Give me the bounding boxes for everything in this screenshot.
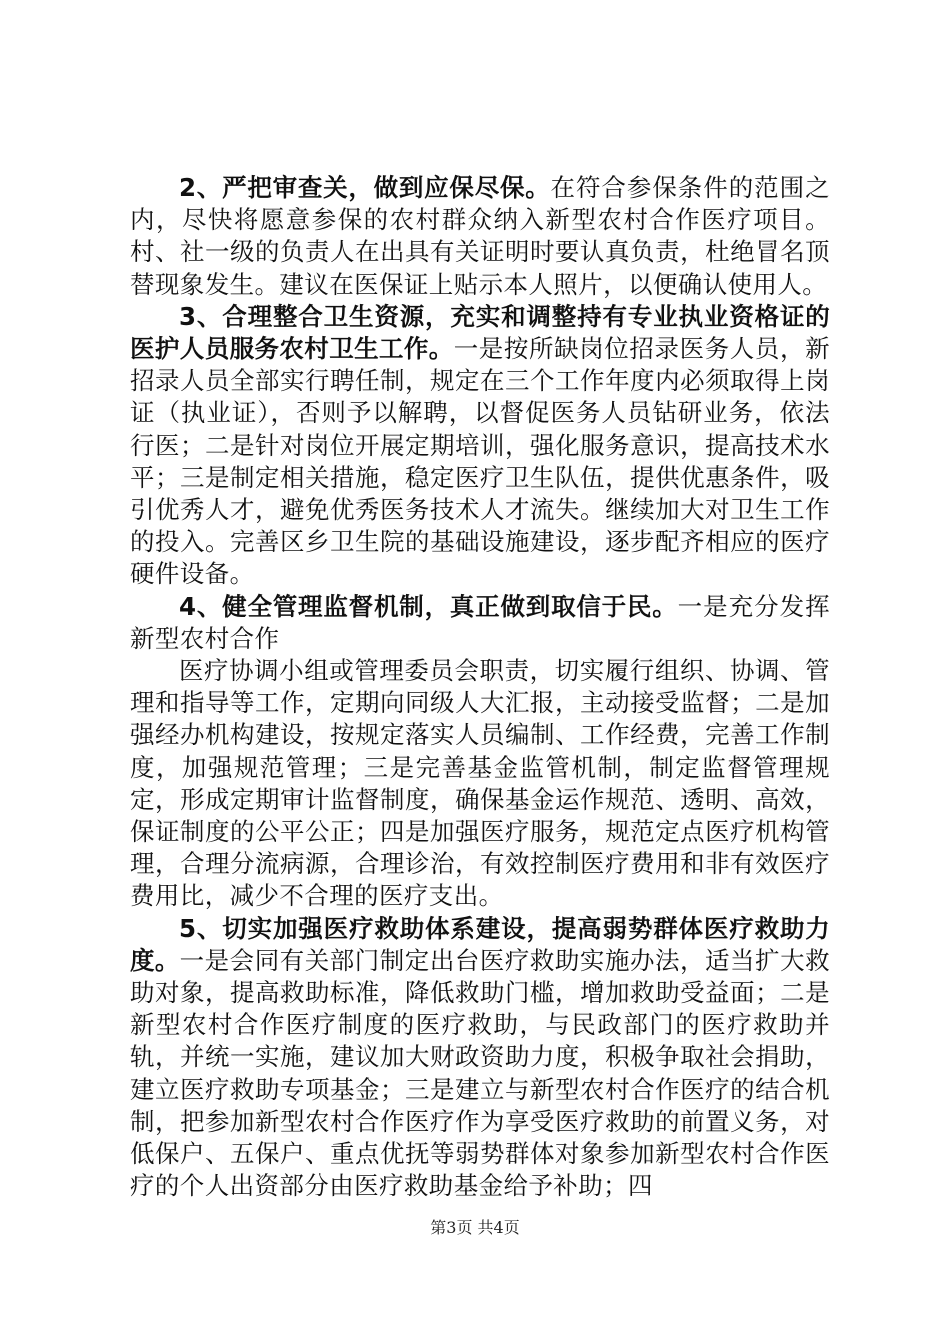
paragraph-5-heading: 5、切实加强医疗救助体系建设，提高弱势群体医疗救助力度。	[130, 913, 830, 975]
paragraph-5-text: 一是会同有关部门制定出台医疗救助实施办法，适当扩大救助对象，提高救助标准，降低救助门槛，增加救助受益面；二是新型农村合作医疗制度的医疗救助，与民政部门的医疗救助并轨，并统一实施，建议加大财政资助力度，积极争取社会捐助，建立医疗救助专项基金；三是建立与新型农村合作医疗的结合机制，把参加新型农村合作医疗作为享受医疗救助的前置义务，对低保户、五保户、重点优抚等弱势群体对象参加新型农村合作医疗的个人出资部分由医疗救助基金给予补助；四	[130, 945, 830, 1201]
page-number-label: 第3页 共4页	[430, 1218, 520, 1237]
paragraph-3-heading: 4、健全管理监督机制，真正做到取信于民。	[179, 591, 678, 621]
paragraph-1-heading: 2、严把审查关，做到应保尽保。	[179, 173, 551, 202]
paragraph-4-text: 医疗协调小组或管理委员会职责，切实履行组织、协调、管理和指导等工作，定期向同级人大汇报，主动接受监督；二是加强经办机构建设，按规定落实人员编制、工作经费，完善工作制度，加强规范管理；三是完善基金监管机制，制定监督管理规定，形成定期审计监督制度，确保基金运作规范、透明、高效，保证制度的公平公正；四是加强医疗服务，规范定点医疗机构管理，合理分流病源，合理诊治，有效控制医疗费用和非有效医疗费用比，减少不合理的医疗支出。	[130, 656, 830, 911]
paragraph-1	[130, 172, 830, 301]
paragraph-5	[130, 913, 830, 1203]
paragraph-3	[130, 591, 830, 655]
paragraph-2	[130, 301, 830, 591]
paragraph-4	[130, 655, 830, 913]
paragraph-2-heading: 3、合理整合卫生资源，充实和调整持有专业执业资格证的医护人员服务农村卫生工作。	[130, 301, 830, 364]
document-body	[130, 172, 830, 1203]
paragraph-2-text: 一是按所缺岗位招录医务人员，新招录人员全部实行聘任制，规定在三个工作年度内必须取得上岗证（执业证），否则予以解聘，以督促医务人员钻研业务，依法行医；二是针对岗位开展定期培训，强化服务意识，提高技术水平；三是制定相关措施，稳定医疗卫生队伍，提供优惠条件，吸引优秀人才，避免优秀医务技术人才流失。继续加大对卫生工作的投入。完善区乡卫生院的基础设施建设，逐步配齐相应的医疗硬件设备。	[130, 334, 830, 589]
paragraph-3-text: 一是充分发挥新型农村合作	[130, 591, 831, 653]
paragraph-1-text: 在符合参保条件的范围之内，尽快将愿意参保的农村群众纳入新型农村合作医疗项目。村、社一级的负责人在出具有关证明时要认真负责，杜绝冒名顶替现象发生。建议在医保证上贴示本人照片，以便确认使用人。	[130, 173, 831, 299]
page-footer	[0, 1215, 950, 1238]
